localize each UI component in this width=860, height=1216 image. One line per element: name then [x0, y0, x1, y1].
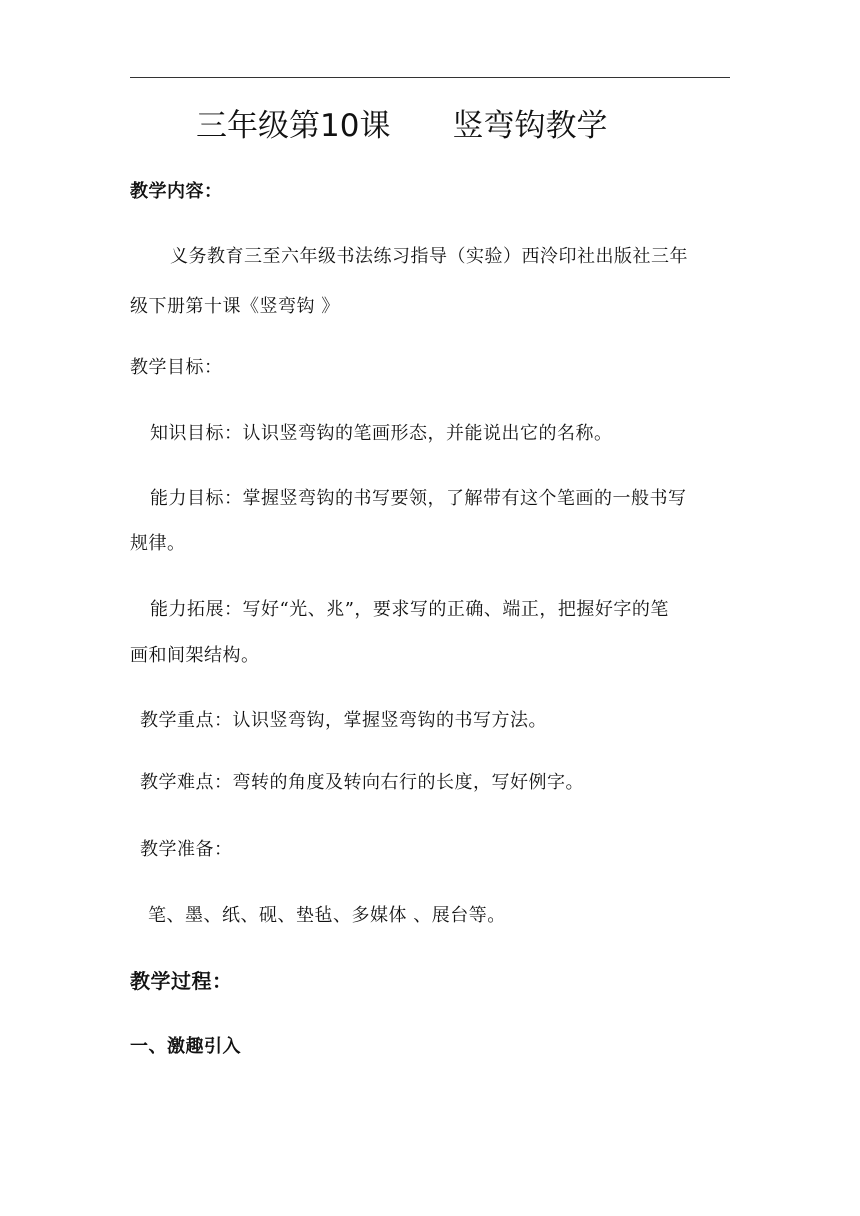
process-heading: 教学过程： [130, 969, 233, 993]
content-line-2: 级下册第十课《竖弯钩 》 [130, 296, 340, 317]
title-topic: 竖弯钩教学 [452, 108, 608, 144]
goal-extend-line-1: 能力拓展：写好“光、兆”，要求写的正确、端正，把握好字的笔 [150, 599, 669, 620]
content-line-1: 义务教育三至六年级书法练习指导（实验）西泠印社出版社三年 [170, 246, 688, 267]
content-heading: 教学内容： [130, 181, 223, 202]
goals-heading: 教学目标： [130, 357, 223, 378]
goal-ability-line-1: 能力目标：掌握竖弯钩的书写要领，了解带有这个笔画的一般书写 [150, 488, 687, 509]
prep-heading: 教学准备： [140, 839, 233, 860]
goal-extend-line-2: 画和间架结构。 [130, 645, 260, 666]
goal-ability-line-2: 规律。 [130, 533, 186, 554]
step1-heading: 一、激趣引入 [130, 1036, 241, 1057]
key-point: 教学重点：认识竖弯钩，掌握竖弯钩的书写方法。 [140, 710, 547, 731]
page-title [196, 104, 607, 148]
header-rule [130, 77, 730, 78]
goal-knowledge: 知识目标：认识竖弯钩的笔画形态，并能说出它的名称。 [150, 423, 613, 444]
difficulty: 教学难点：弯转的角度及转向右行的长度，写好例字。 [140, 772, 584, 793]
title-lesson: 三年级第10课 [196, 108, 391, 144]
prep-items: 笔、墨、纸、砚、垫毡、多媒体 、展台等。 [148, 905, 506, 926]
